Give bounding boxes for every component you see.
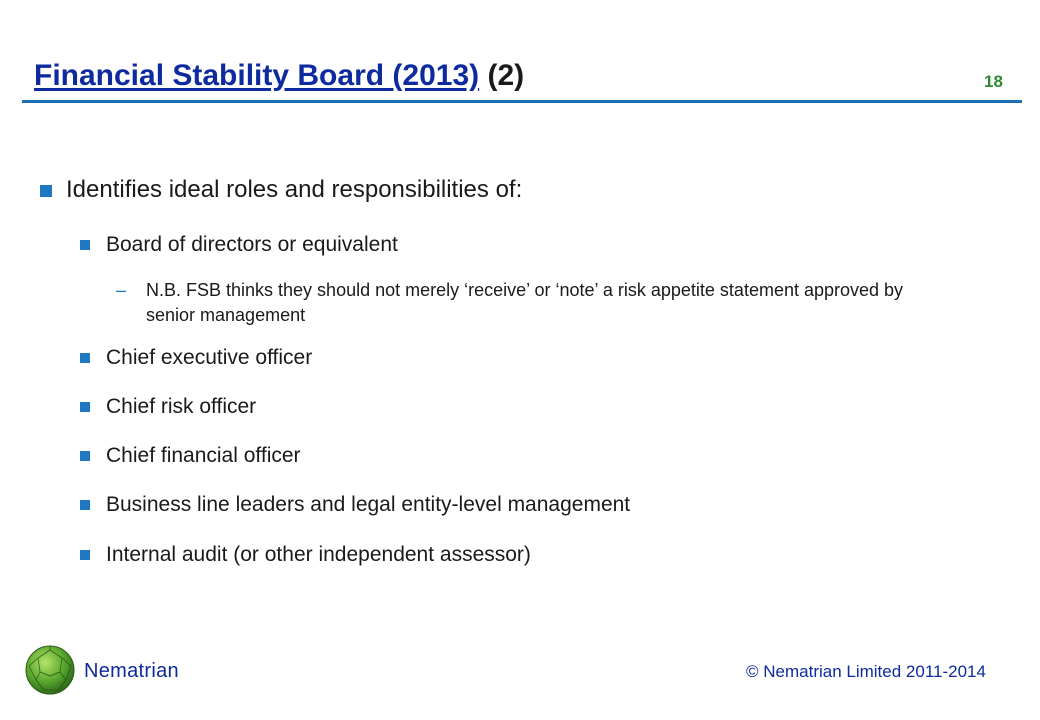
note-text: N.B. FSB thinks they should not merely ‘receive’ or ‘note’ a risk appetite statement approved by senior management xyxy=(146,280,904,325)
main-bullet-text: Identifies ideal roles and responsibilities of: xyxy=(66,176,523,203)
sub-bullet-text: Internal audit (or other independent assessor) xyxy=(106,543,531,566)
title-underline-rule xyxy=(22,100,1022,103)
sub-bullet-text: Business line leaders and legal entity-level management xyxy=(106,493,631,516)
sub-bullet xyxy=(80,492,630,518)
square-bullet-icon xyxy=(80,240,90,250)
title-link[interactable]: Financial Stability Board (2013) xyxy=(34,59,480,92)
sub-bullet xyxy=(80,542,531,568)
sub-bullet xyxy=(80,232,398,258)
square-bullet-icon xyxy=(40,185,52,197)
slide-title xyxy=(34,56,524,96)
sub-bullet-text: Board of directors or equivalent xyxy=(106,233,398,256)
footer-copyright: © Nematrian Limited 2011-2014 xyxy=(746,662,986,681)
sub-bullet xyxy=(80,394,256,420)
square-bullet-icon xyxy=(80,451,90,461)
square-bullet-icon xyxy=(80,500,90,510)
slide-number: 18 xyxy=(984,72,1003,91)
green-polyhedron-logo-icon xyxy=(24,644,76,696)
sub-bullet xyxy=(80,345,312,371)
sub-bullet-text: Chief risk officer xyxy=(106,395,257,418)
main-bullet xyxy=(40,174,522,206)
sub-bullet-text: Chief financial officer xyxy=(106,444,301,467)
dash-bullet-icon: – xyxy=(116,280,127,300)
square-bullet-icon xyxy=(80,402,90,412)
note-bullet xyxy=(116,278,946,328)
sub-bullet-text: Chief executive officer xyxy=(106,346,313,369)
footer-brand: Nematrian xyxy=(84,660,179,682)
title-suffix: (2) xyxy=(487,59,525,92)
sub-bullet xyxy=(80,443,301,469)
square-bullet-icon xyxy=(80,353,90,363)
square-bullet-icon xyxy=(80,550,90,560)
